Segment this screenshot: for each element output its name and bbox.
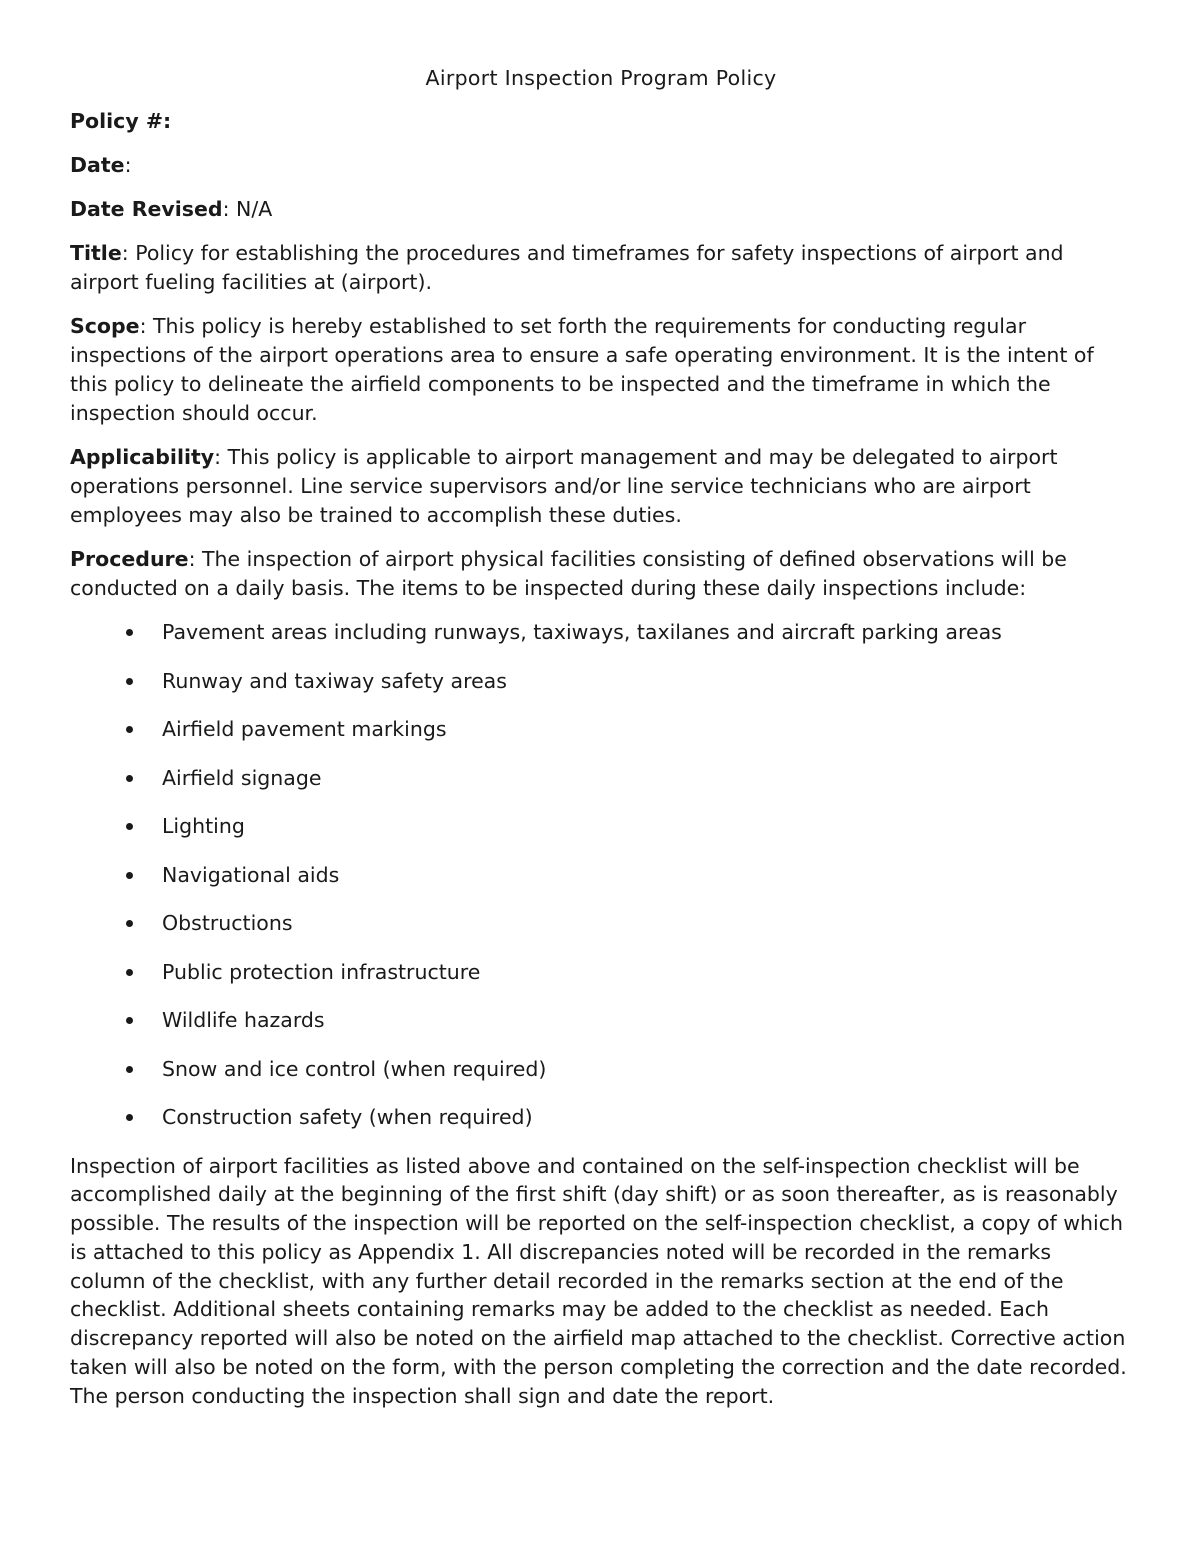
list-item	[70, 861, 1132, 890]
list-item	[70, 764, 1132, 793]
list-item	[70, 1006, 1132, 1035]
title-label: Title	[70, 241, 122, 265]
list-item	[70, 667, 1132, 696]
date-revised-separator: :	[222, 197, 230, 221]
date-separator: :	[124, 153, 132, 177]
date-label: Date	[70, 153, 125, 177]
scope-label: Scope	[70, 314, 140, 338]
list-item-text: Construction safety (when required)	[162, 1105, 533, 1129]
bullet-icon	[126, 872, 133, 879]
list-item-text: Snow and ice control (when required)	[162, 1056, 547, 1081]
list-item	[70, 958, 1132, 987]
title-separator: :	[121, 241, 129, 265]
list-item	[70, 1103, 1132, 1132]
list-item-text: Airfield pavement markings	[162, 717, 447, 741]
policy-number-field	[70, 107, 1132, 136]
inspection-items-list	[70, 618, 1132, 1132]
bullet-icon	[126, 1066, 133, 1073]
list-item-text: Obstructions	[162, 911, 293, 935]
bullet-icon	[126, 823, 133, 830]
bullet-icon	[126, 629, 133, 636]
policy-number-label: Policy #:	[70, 109, 172, 133]
procedure-text: The inspection of airport physical facilities consisting of defined observations will be conducted on a daily basis. The items to be inspected during these daily inspections include:	[70, 547, 1067, 600]
applicability-separator: :	[214, 445, 222, 469]
list-item-text: Lighting	[162, 814, 245, 838]
scope-separator: :	[139, 314, 147, 338]
list-item-text: Runway and taxiway safety areas	[162, 668, 507, 693]
bullet-icon	[126, 920, 133, 927]
document-title: Airport Inspection Program Policy	[425, 66, 777, 90]
procedure-separator: :	[188, 547, 196, 571]
closing-paragraph: Inspection of airport facilities as listed above and contained on the self-inspection checklist will be accomplished daily at the beginning of the first shift (day shift) or as soon thereafter, as is reasonably possible. The results of the inspection will be reported on the self-inspection checklist, a copy of which is attached to this policy as Appendix 1. All discrepancies noted will be recorded in the remarks column of the checklist, with any further detail recorded in the remarks section at the end of the checklist. Additional sheets containing remarks may be added to the checklist as needed. Each discrepancy reported will also be noted on the airfield map attached to the checklist. Corrective action taken will also be noted on the form, with the person completing the correction and the date recorded. The person conducting the inspection shall sign and date the report.	[70, 1153, 1127, 1408]
list-item-text: Wildlife hazards	[162, 1008, 325, 1032]
title-text: Policy for establishing the procedures and timeframes for safety inspections of airport and airport fueling facilities at (airport).	[70, 241, 1064, 294]
bullet-icon	[126, 678, 133, 685]
applicability-section	[70, 443, 1132, 530]
list-item-text: Pavement areas including runways, taxiways, taxilanes and aircraft parking areas	[162, 620, 1002, 644]
bullet-icon	[126, 775, 133, 782]
list-item-text: Navigational aids	[162, 862, 340, 887]
date-field	[70, 151, 1132, 180]
bullet-icon	[126, 726, 133, 733]
date-revised-label: Date Revised	[70, 197, 223, 221]
applicability-label: Applicability	[70, 445, 215, 469]
procedure-label: Procedure	[70, 547, 189, 571]
list-item-text: Airfield signage	[162, 765, 322, 790]
date-revised-field	[70, 195, 1132, 224]
procedure-section	[70, 545, 1132, 603]
title-section	[70, 239, 1132, 297]
list-item	[70, 909, 1132, 938]
scope-text: This policy is hereby established to set forth the requirements for conducting regular inspections of the airport operations area to ensure a safe operating environment. It is the intent of this policy to delineate the airfield components to be inspected and the timeframe in which the inspection should occur.	[70, 314, 1094, 425]
scope-section	[70, 312, 1132, 428]
bullet-icon	[126, 1114, 133, 1121]
applicability-text: This policy is applicable to airport management and may be delegated to airport operations personnel. Line service supervisors and/or line service technicians who are airport employees may also be trained to accomplish these duties.	[70, 445, 1058, 527]
list-item	[70, 812, 1132, 841]
list-item	[70, 1055, 1132, 1084]
list-item	[70, 715, 1132, 744]
list-item-text: Public protection infrastructure	[162, 959, 481, 984]
date-revised-value: N/A	[229, 197, 273, 221]
list-item	[70, 618, 1132, 647]
document-page	[70, 64, 1132, 1426]
bullet-icon	[126, 969, 133, 976]
bullet-icon	[126, 1017, 133, 1024]
